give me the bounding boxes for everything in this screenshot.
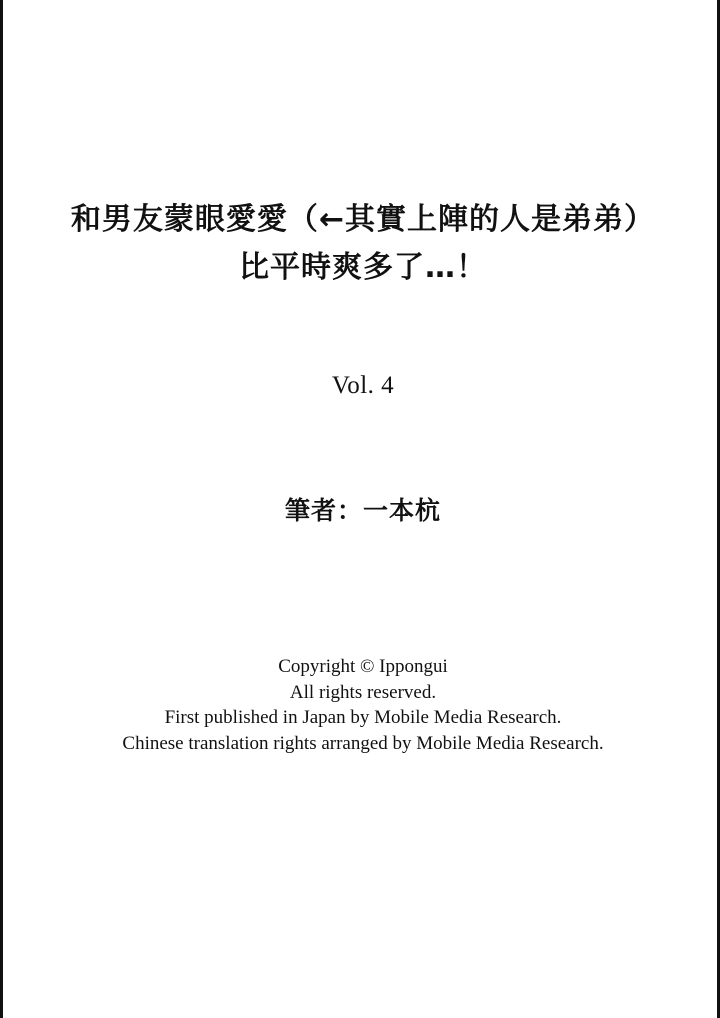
copyright-line-4: Chinese translation rights arranged by Mobile Media Research. [122,732,604,754]
copyright-line-1: Copyright © Ippongui [278,656,448,677]
copyright-block [3,654,720,756]
copyright-line-3: First published in Japan by Mobile Media Research. [164,707,562,728]
title-line-2: 比平時爽多了…！ [239,250,487,285]
copyright-line-2: All rights reserved. [289,681,437,703]
page-title [3,196,720,292]
volume-label: Vol. 4 [331,372,395,399]
title-line-1: 和男友蒙眼愛愛（←其實上陣的人是弟弟） [70,202,656,237]
author-label: 筆者：一本杭 [284,496,441,525]
